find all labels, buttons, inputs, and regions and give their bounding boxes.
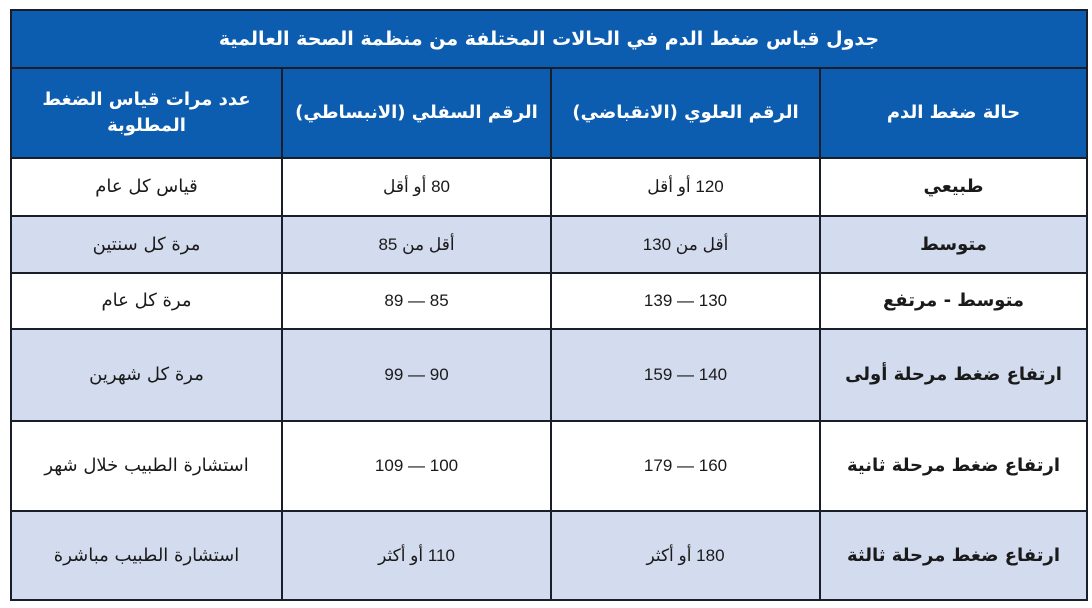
frequency-cell: استشارة الطبيب مباشرة bbox=[53, 544, 240, 566]
header-row bbox=[12, 69, 1086, 159]
systolic-cell: 160 — 179 bbox=[550, 422, 819, 510]
frequency-cell: مرة كل شهرين bbox=[89, 364, 204, 385]
condition-cell: ارتفاع ضغط مرحلة أولى bbox=[819, 330, 1086, 420]
table-row bbox=[12, 422, 1086, 512]
blood-pressure-table bbox=[10, 9, 1088, 601]
frequency-cell: استشارة الطبيب خلال شهر bbox=[44, 455, 249, 476]
systolic-cell: 120 أو أقل bbox=[550, 159, 819, 215]
table-title-row bbox=[12, 11, 1086, 69]
condition-cell: متوسط - مرتفع bbox=[819, 274, 1086, 328]
table-row bbox=[12, 330, 1086, 422]
table-row bbox=[12, 512, 1086, 599]
diastolic-cell: أقل من 85 bbox=[281, 217, 550, 272]
condition-cell: ارتفاع ضغط مرحلة ثالثة bbox=[819, 512, 1086, 599]
header-diastolic: الرقم السفلي (الانبساطي) bbox=[281, 69, 550, 157]
systolic-cell: أقل من 130 bbox=[550, 217, 819, 272]
header-frequency: عدد مرات قياس الضغط المطلوبة bbox=[42, 89, 251, 136]
frequency-cell: مرة كل سنتين bbox=[92, 233, 201, 255]
table-row bbox=[12, 217, 1086, 274]
condition-cell: طبيعي bbox=[819, 159, 1086, 215]
systolic-cell: 180 أو أكثر bbox=[550, 512, 819, 599]
frequency-cell: قياس كل عام bbox=[95, 176, 198, 197]
diastolic-cell: 80 أو أقل bbox=[281, 159, 550, 215]
diastolic-cell: 100 — 109 bbox=[281, 422, 550, 510]
systolic-cell: 140 — 159 bbox=[550, 330, 819, 420]
condition-cell: ارتفاع ضغط مرحلة ثانية bbox=[819, 422, 1086, 510]
table-row bbox=[12, 159, 1086, 217]
diastolic-cell: 110 أو أكثر bbox=[281, 512, 550, 599]
diastolic-cell: 85 — 89 bbox=[281, 274, 550, 328]
frequency-cell: مرة كل عام bbox=[101, 290, 192, 311]
header-systolic: الرقم العلوي (الانقباضي) bbox=[550, 69, 819, 157]
diastolic-cell: 90 — 99 bbox=[281, 330, 550, 420]
table-row bbox=[12, 274, 1086, 330]
condition-cell: متوسط bbox=[819, 217, 1086, 272]
systolic-cell: 130 — 139 bbox=[550, 274, 819, 328]
table-title: جدول قياس ضغط الدم في الحالات المختلفة من منظمة الصحة العالمية bbox=[218, 28, 880, 50]
header-condition: حالة ضغط الدم bbox=[819, 69, 1086, 157]
